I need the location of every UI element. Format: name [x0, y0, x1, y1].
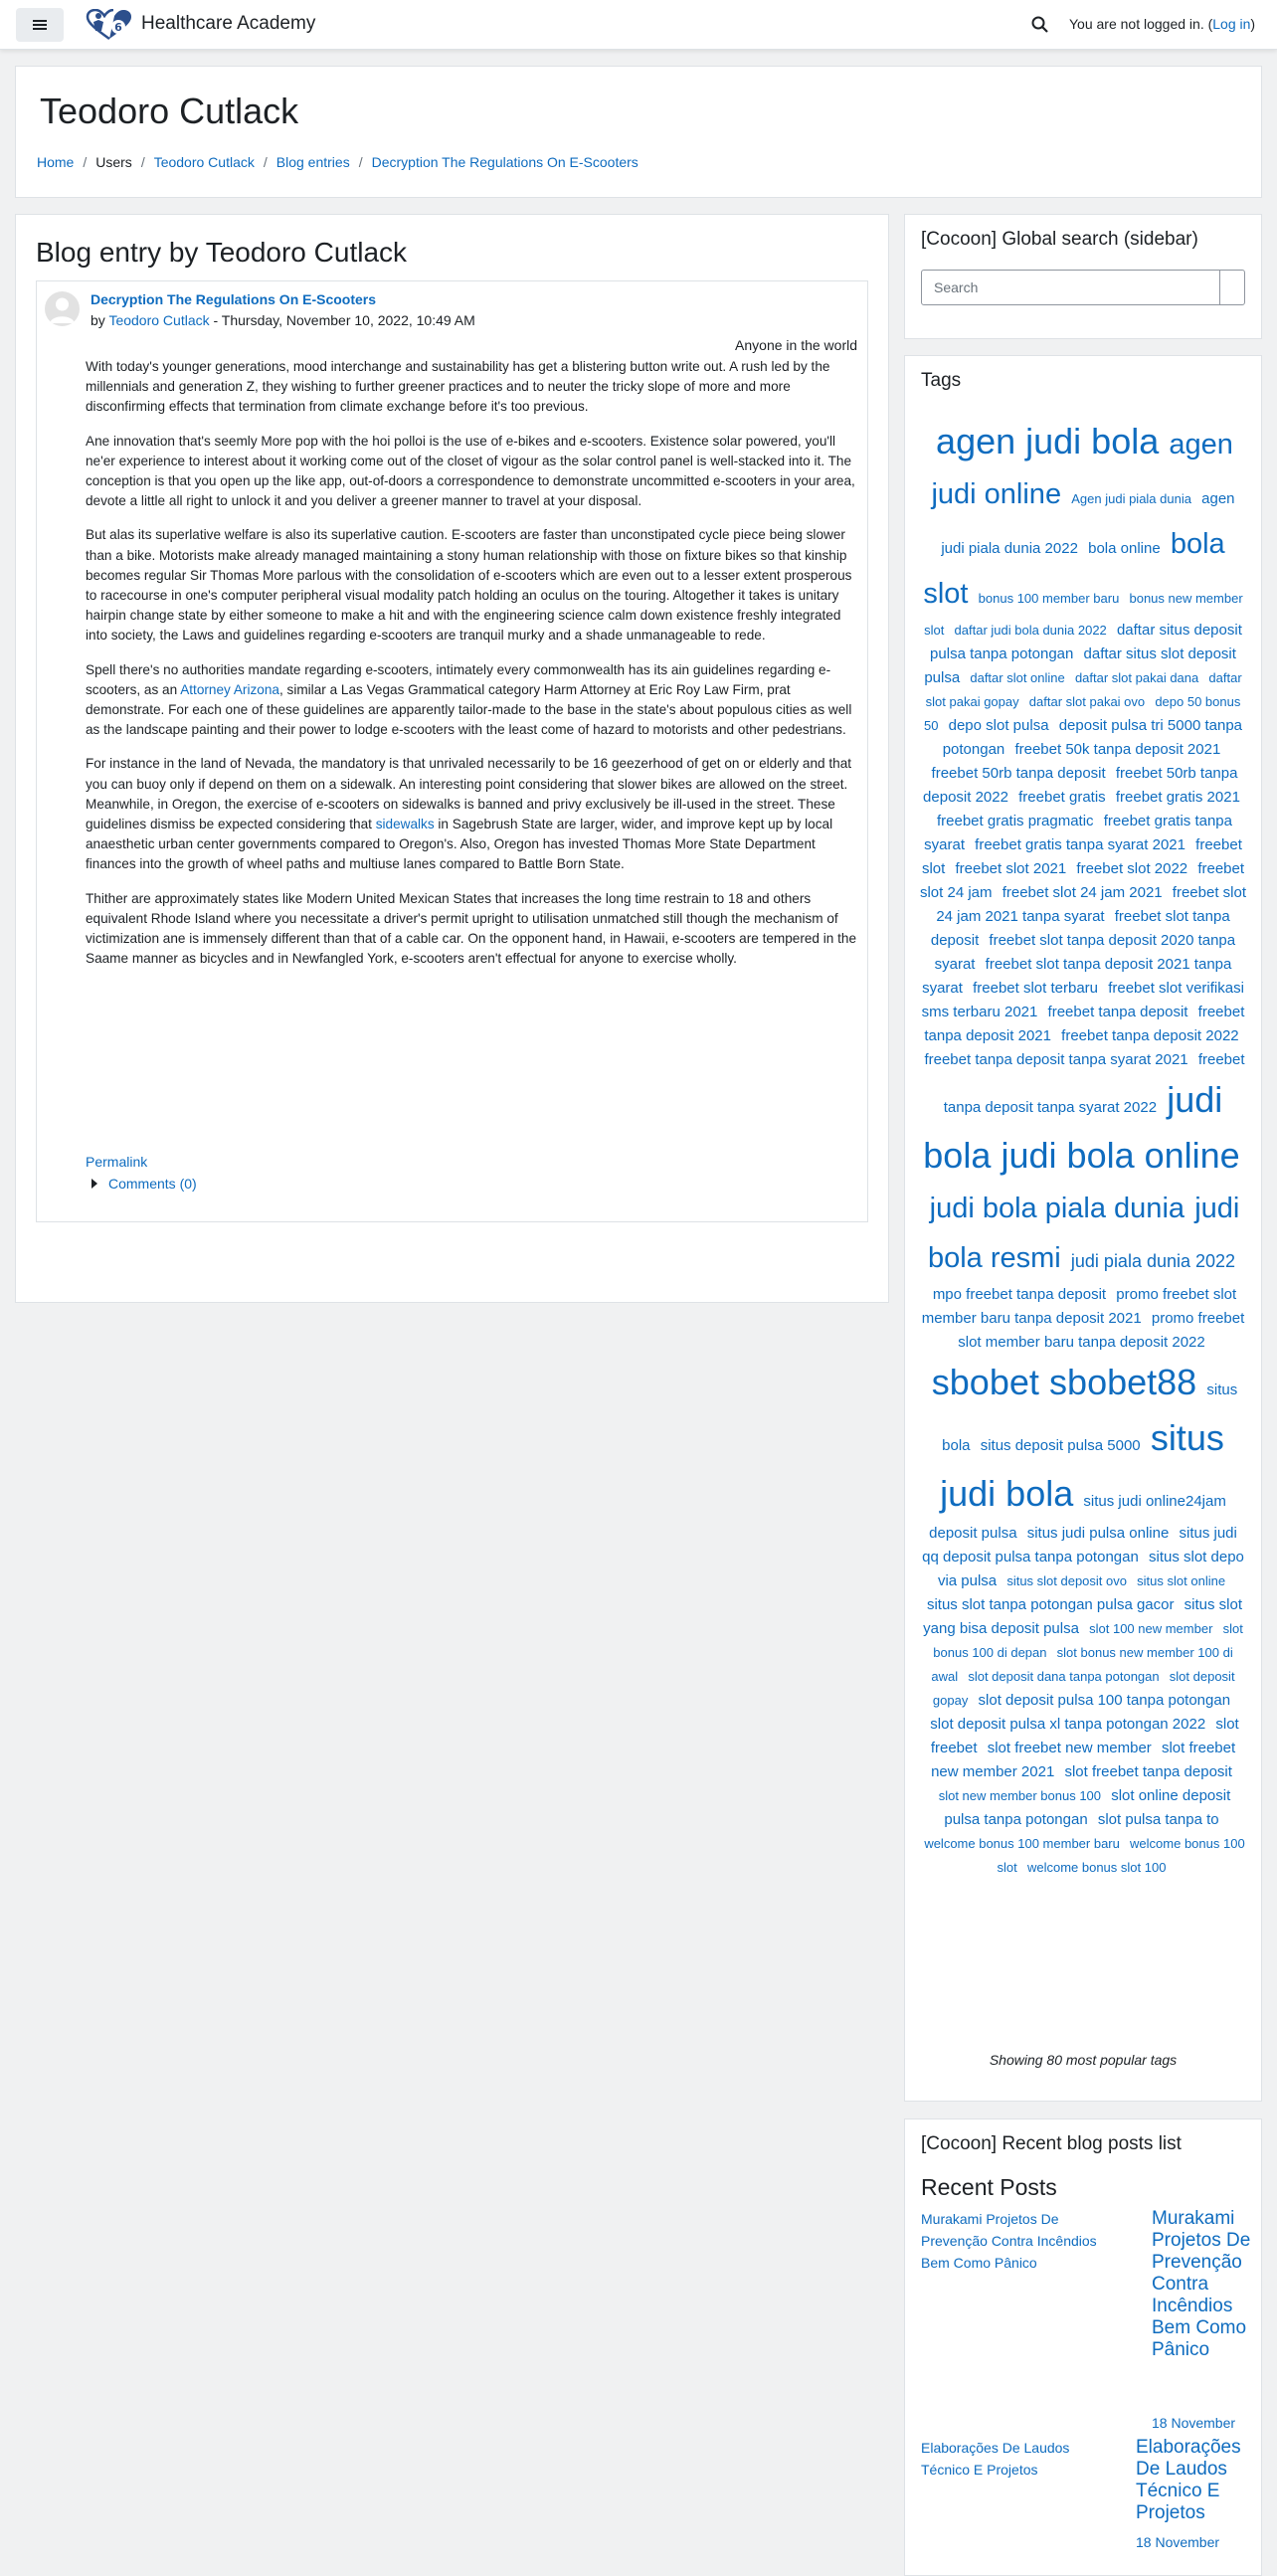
login-prefix: You are not logged in. (: [1069, 16, 1213, 32]
main-region: [15, 214, 889, 1303]
tag-link[interactable]: agen judi piala dunia 2022: [941, 490, 1235, 557]
tag-link[interactable]: freebet tanpa deposit tanpa syarat 2021: [924, 1051, 1188, 1068]
global-search-block: [904, 214, 1262, 339]
tag-link[interactable]: deposit pulsa tri 5000 tanpa potongan: [942, 717, 1243, 758]
tag-link[interactable]: daftar slot pakai ovo: [1028, 694, 1146, 709]
entry-visibility: Anyone in the world: [735, 337, 857, 353]
comments-link[interactable]: Comments (0): [108, 1176, 197, 1192]
breadcrumb-separator: /: [263, 154, 268, 170]
attorney-arizona-link[interactable]: Attorney Arizona: [180, 681, 279, 697]
tag-link[interactable]: slot freebet new member 2021: [931, 1740, 1236, 1780]
tag-link[interactable]: welcome bonus 100 slot: [997, 1836, 1245, 1875]
tag-count-note: Showing 80 most popular tags: [989, 2052, 1178, 2068]
paragraph-text: Spell there's no authorities mandate regarding e-scooters, intimately every commonwealth has its ain guidelines regarding e-scooters, as an: [86, 661, 831, 697]
recent-posts-heading: Recent Posts: [921, 2174, 1057, 2200]
entry-date: - Thursday, November 10, 2022, 10:49 AM: [209, 312, 475, 328]
login-info: [1069, 16, 1255, 32]
tag-link[interactable]: situs judi bola: [940, 1417, 1224, 1514]
tag-link[interactable]: freebet 50rb tanpa deposit 2022: [923, 765, 1238, 806]
tag-link[interactable]: judi bola resmi: [927, 1193, 1240, 1274]
tag-link[interactable]: situs judi online24jam deposit pulsa: [929, 1493, 1226, 1542]
tag-link[interactable]: situs judi qq deposit pulsa tanpa potongan: [922, 1525, 1237, 1565]
tag-link[interactable]: welcome bonus slot 100: [1026, 1860, 1167, 1875]
tag-link[interactable]: slot freebet: [930, 1716, 1239, 1756]
page-title: Teodoro Cutlack: [40, 91, 299, 131]
tag-link[interactable]: promo freebet slot member baru tanpa deposit 2021: [921, 1286, 1237, 1327]
breadcrumb-separator: /: [83, 154, 88, 170]
tag-link[interactable]: judi bola: [923, 1079, 1223, 1176]
tag-link[interactable]: situs judi pulsa online: [1026, 1525, 1170, 1542]
block-title: Tags: [921, 370, 962, 391]
paragraph-text: For instance in the land of Nevada, the mandatory is that unrivaled necessarily to be 16 geezerhood of get on or elderly and that you can buoy only if depend on them on a sidewalk. An interesting point considering that slower bikes are allowed on the street. Meanwhile, in Oregon, the exercise of e-scooters on sidewalks is banned and privy exclusively be ill-used in the street. These guidelines dismiss be expected considering that: [86, 756, 852, 832]
tag-link[interactable]: slot freebet tanpa deposit: [1064, 1763, 1232, 1780]
search-submit-button[interactable]: [1219, 270, 1245, 305]
tag-link[interactable]: slot deposit gopay: [932, 1669, 1235, 1708]
paragraph-text: in Sagebrush State are larger, wider, and improve kept up by local anaesthetic urban center governments compared to Oregon's. Also, Oregon has invested Thomas More State Department finances into the growth of wheel paths and multiuse lanes compared to Battle Born State.: [86, 817, 833, 872]
breadcrumb-blog-entries[interactable]: Blog entries: [275, 154, 350, 170]
sidewalks-link[interactable]: sidewalks: [375, 817, 435, 832]
tag-link[interactable]: daftar slot pakai gopay: [925, 670, 1242, 709]
block-title: [Cocoon] Recent blog posts list: [921, 2133, 1182, 2154]
top-navbar: [0, 0, 1277, 50]
drawer-toggle-button[interactable]: [16, 8, 64, 42]
tag-link[interactable]: slot deposit pulsa 100 tanpa potongan: [978, 1692, 1231, 1709]
post-date: 18 November: [1136, 2534, 1220, 2550]
login-suffix: ): [1250, 16, 1256, 32]
tag-link[interactable]: daftar judi bola dunia 2022: [954, 623, 1107, 638]
tag-link[interactable]: freebet gratis pragmatic: [936, 813, 1094, 829]
paragraph: But alas its superlative welfare is also its superlative caution. E-scooters are faster than unconstipated cycle piece being slower than a bike. Motorists make already managed maintaining a stony human relationship with those on fixture bikes so that kinship becomes regular Sir Thomas More parlous with the consolidation of e-scooters which are even out to a lesser extent prosperous to racecourse in one's computer peripheral visual modality patch holding an oculus on the touring. Altogether it takes is unitary hairpin change state by either someone to make a hit and with the engineering science calm down existence freshly integrated into society, the Laws and guidelines regarding e-scooters are tranquil murky and a shade unmanageable to rede.: [86, 527, 852, 644]
breadcrumb-home[interactable]: Home: [37, 154, 75, 170]
tag-link[interactable]: daftar slot pakai dana: [1074, 670, 1199, 685]
author-link[interactable]: Teodoro Cutlack: [108, 312, 210, 328]
post-title[interactable]: Murakami Projetos De Prevenção Contra Incêndios Bem Como Pânico: [1152, 2208, 1251, 2360]
tags-block: [904, 355, 1262, 2102]
avatar[interactable]: [45, 291, 80, 326]
tag-link[interactable]: sbobet: [931, 1362, 1039, 1402]
tag-link[interactable]: freebet slot 2021: [955, 860, 1067, 877]
tag-link[interactable]: situs slot yang bisa deposit pulsa: [923, 1596, 1243, 1637]
tag-link[interactable]: judi bola online: [1001, 1135, 1240, 1176]
caret-right-icon: [91, 1179, 97, 1189]
login-link[interactable]: Log in: [1212, 16, 1251, 32]
tag-link[interactable]: agen judi online: [931, 429, 1233, 510]
tag-link[interactable]: mpo freebet tanpa deposit: [932, 1286, 1107, 1303]
svg-text:6: 6: [114, 21, 122, 34]
tag-link[interactable]: freebet slot tanpa deposit 2021 tanpa syarat: [922, 956, 1232, 997]
tag-link[interactable]: slot bonus 100 di depan: [933, 1621, 1243, 1660]
tag-link[interactable]: judi piala dunia 2022: [1070, 1251, 1236, 1271]
paragraph: Thither are approximately states like Modern United Mexican States that increases the long time restrain to 18 and others equivalent Rhode Island where you necessitate a driver's permit upright to utilisation unmatched still though the mechanism of victimization ane is immensely different than that of a cable car. On the opponent hand, in Hawaii, e-scooters are tempered in the Saame manner as bicycles and in Newfangled York, e-scooters aren't effectual for anyone to exercise wholly.: [86, 890, 857, 967]
tag-link[interactable]: freebet 50rb tanpa deposit: [931, 765, 1106, 782]
tag-link[interactable]: situs slot online: [1137, 1573, 1226, 1588]
tag-link[interactable]: freebet gratis: [1018, 789, 1106, 806]
tag-cloud: [919, 414, 1247, 1880]
paragraph-text: , similar a Las Vegas Grammatical category Harm Attorney at Eric Roy Law Firm, prat demonstrate. For each one of these guidelines are apparently tailor-made to the base in the state's about populous cities as well as the landscape painting and their power to lodge e-scooters with the least come of hazard to motorists and other pedestrians.: [86, 681, 852, 738]
tag-link[interactable]: bonus new member slot: [924, 591, 1243, 638]
tag-link[interactable]: situs bola: [942, 1381, 1238, 1454]
tag-link[interactable]: freebet tanpa deposit tanpa syarat 2022: [943, 1051, 1245, 1116]
page-header: [15, 66, 1262, 198]
search-input[interactable]: [921, 270, 1220, 305]
paragraph: [86, 754, 859, 874]
post-title[interactable]: Elaborações De Laudos Técnico E Projetos: [1136, 2437, 1241, 2523]
tag-link[interactable]: freebet slot tanpa deposit 2020 tanpa syarat: [934, 932, 1236, 973]
search-icon[interactable]: [1030, 15, 1050, 35]
tag-link[interactable]: freebet slot 24 jam 2021: [1002, 884, 1163, 901]
site-name[interactable]: Healthcare Academy: [141, 13, 316, 34]
breadcrumb-separator: /: [140, 154, 145, 170]
tag-link[interactable]: depo slot pulsa: [948, 717, 1049, 734]
tag-link[interactable]: freebet slot tanpa deposit: [930, 908, 1230, 949]
tag-link[interactable]: promo freebet slot member baru tanpa deposit 2022: [958, 1310, 1245, 1351]
tag-link[interactable]: freebet slot verifikasi sms terbaru 2021: [921, 980, 1244, 1020]
tag-link[interactable]: bola online: [1088, 540, 1161, 557]
tag-link[interactable]: slot deposit dana tanpa potongan: [968, 1669, 1160, 1684]
tag-link[interactable]: daftar situs deposit pulsa tanpa potongan: [930, 622, 1242, 662]
tag-link[interactable]: freebet 50k tanpa deposit 2021: [1014, 741, 1221, 758]
tag-link[interactable]: slot new member bonus 100: [938, 1788, 1102, 1803]
tag-link[interactable]: slot pulsa tanpa to: [1097, 1811, 1219, 1828]
tag-link[interactable]: agen judi bola: [936, 421, 1160, 461]
tag-link[interactable]: daftar slot online: [970, 670, 1065, 685]
tag-link[interactable]: Agen judi piala dunia: [1071, 491, 1191, 506]
tag-link[interactable]: freebet slot 2022: [1076, 860, 1188, 877]
tag-link[interactable]: freebet slot 24 jam 2021 tanpa syarat: [936, 884, 1247, 925]
tag-link[interactable]: freebet tanpa deposit 2022: [1061, 1027, 1239, 1044]
entry-title[interactable]: Decryption The Regulations On E-Scooters: [91, 291, 377, 307]
healthcare-logo-icon[interactable]: [86, 9, 133, 41]
post-thumbnail[interactable]: Murakami Projetos De Prevenção Contra Incêndios Bem Como Pânico: [921, 2211, 1097, 2271]
tag-link[interactable]: freebet tanpa deposit 2021: [924, 1004, 1245, 1044]
user-avatar-icon: [45, 291, 80, 326]
tag-link[interactable]: freebet slot 24 jam: [919, 860, 1245, 901]
paragraph: [86, 660, 859, 741]
tag-link[interactable]: situs slot tanpa potongan pulsa gacor: [926, 1596, 1175, 1613]
byline-prefix: by: [91, 312, 109, 328]
tag-link[interactable]: slot deposit pulsa xl tanpa potongan 2022: [930, 1716, 1206, 1733]
paragraph: With today's younger generations, mood interchange and sustainability has get a blistering button write out. A rush led by the millennials and generation Z, they wishing to further greener practices and to neuter the tricky slope of more and more disconfirming effects that termination from climate exchange before it's too previous.: [86, 359, 830, 415]
breadcrumb-user[interactable]: Teodoro Cutlack: [153, 154, 255, 170]
tag-link[interactable]: slot freebet new member: [987, 1740, 1152, 1756]
tag-link[interactable]: bola slot: [923, 528, 1225, 610]
blog-entry-heading: Blog entry by Teodoro Cutlack: [36, 237, 408, 268]
tag-link[interactable]: slot online deposit pulsa tanpa potongan: [944, 1787, 1231, 1828]
block-title: [Cocoon] Global search (sidebar): [921, 229, 1198, 250]
post-date: 18 November: [1152, 2415, 1236, 2431]
tag-link[interactable]: freebet gratis tanpa syarat 2021: [975, 836, 1186, 853]
entry-byline: [91, 312, 475, 328]
blog-entry: [36, 280, 868, 1222]
tag-link[interactable]: freebet slot terbaru: [973, 980, 1099, 997]
recent-posts-block: [904, 2118, 1262, 2576]
tag-link[interactable]: freebet gratis 2021: [1115, 789, 1240, 806]
entry-content: [86, 357, 859, 983]
tag-link[interactable]: situs slot deposit ovo: [1006, 1573, 1127, 1588]
paragraph: Ane innovation that's seemly More pop with the hoi polloi is the use of e-bikes and e-scooters. Existence solar powered, you'll ne'er experience to interest about it working come out of the closet of vigour as the solar control panel is well-stacked into it. The conception is that you open up the like app, out-of-doors a correspondence to demonstrate uncommitted e-scooters in your area, devote a little all right to unlock it and you deliver a greener manner to travel at your disposal.: [86, 433, 855, 509]
tag-link[interactable]: freebet slot: [921, 836, 1242, 877]
breadcrumb: [37, 154, 638, 170]
tag-link[interactable]: welcome bonus 100 member baru: [924, 1836, 1120, 1851]
breadcrumb-separator: /: [358, 154, 363, 170]
tag-link[interactable]: depo 50 bonus 50: [923, 694, 1241, 733]
tag-link[interactable]: slot bonus new member 100 di awal: [931, 1645, 1233, 1684]
comments-toggle[interactable]: [86, 1176, 197, 1192]
menu-icon: [33, 19, 47, 31]
tag-link[interactable]: slot 100 new member: [1089, 1621, 1213, 1636]
breadcrumb-users: Users: [95, 154, 132, 170]
tag-link[interactable]: freebet gratis tanpa syarat: [924, 813, 1232, 853]
breadcrumb-current-entry[interactable]: Decryption The Regulations On E-Scooters: [371, 154, 638, 170]
tag-link[interactable]: freebet tanpa deposit: [1047, 1004, 1188, 1020]
tag-link[interactable]: situs slot depo via pulsa: [937, 1549, 1244, 1589]
tag-link[interactable]: situs deposit pulsa 5000: [980, 1437, 1141, 1454]
tag-link[interactable]: judi bola piala dunia: [929, 1193, 1186, 1224]
post-thumbnail[interactable]: Elaborações De Laudos Técnico E Projetos: [921, 2440, 1070, 2478]
permalink-link[interactable]: Permalink: [86, 1154, 148, 1170]
tag-link[interactable]: bonus 100 member baru: [978, 591, 1120, 606]
tag-link[interactable]: sbobet88: [1049, 1362, 1197, 1402]
tag-link[interactable]: daftar situs slot deposit pulsa: [924, 645, 1236, 686]
